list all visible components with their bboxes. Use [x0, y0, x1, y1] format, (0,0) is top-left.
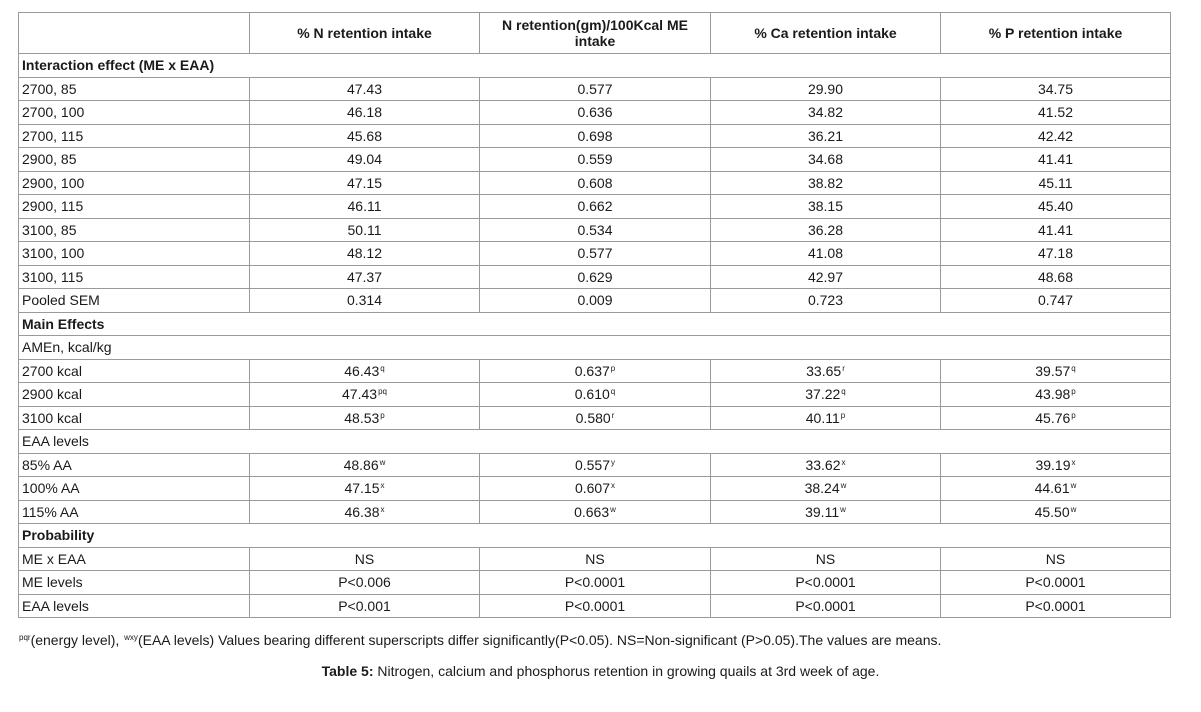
row-label: 2700, 115	[19, 124, 250, 148]
cell-superscript: y	[611, 457, 616, 467]
table-cell: 0.577	[480, 242, 711, 266]
table-cell	[941, 359, 1171, 383]
row-label: 3100, 85	[19, 218, 250, 242]
table-cell: 36.28	[711, 218, 941, 242]
table-cell: P<0.0001	[711, 571, 941, 595]
cell-value: 39.57	[1035, 362, 1071, 379]
cell-value: 0.557	[574, 456, 611, 473]
table-row	[19, 571, 1171, 595]
row-label: 2700, 85	[19, 77, 250, 101]
cell-superscript: w	[1070, 504, 1077, 514]
row-label: 3100 kcal	[19, 406, 250, 430]
table-cell: 42.97	[711, 265, 941, 289]
table-row	[19, 101, 1171, 125]
subsection-eaa	[19, 430, 1171, 454]
cell-superscript: x	[611, 481, 616, 491]
row-label: 2900, 100	[19, 171, 250, 195]
section-probability-label: Probability	[19, 524, 1171, 548]
cell-superscript: pq	[378, 387, 387, 397]
subsection-amen-label: AMEn, kcal/kg	[19, 336, 1171, 360]
table-cell: P<0.0001	[480, 594, 711, 618]
table-cell: 0.636	[480, 101, 711, 125]
table-cell: 41.08	[711, 242, 941, 266]
table-cell: P<0.0001	[941, 571, 1171, 595]
table-cell: P<0.006	[250, 571, 480, 595]
table-row	[19, 218, 1171, 242]
header-ca-retention: % Ca retention intake	[711, 13, 941, 54]
table-container	[18, 12, 1170, 618]
table-row	[19, 195, 1171, 219]
table-row	[19, 547, 1171, 571]
table-cell	[250, 453, 480, 477]
cell-superscript: p	[840, 410, 846, 420]
footnote-text-eaa: (EAA levels) Values bearing different superscripts differ significantly(P<0.05). NS=Non-significant (P>0.05).The values are means.	[137, 632, 942, 648]
table-row	[19, 500, 1171, 524]
cell-value: 33.65	[806, 362, 842, 379]
table-cell: 0.698	[480, 124, 711, 148]
table-cell	[941, 383, 1171, 407]
cell-value: 38.24	[804, 480, 840, 497]
cell-value: 47.43	[342, 386, 378, 403]
cell-superscript: w	[840, 481, 847, 491]
table-cell	[711, 406, 941, 430]
table-row	[19, 289, 1171, 313]
section-probability	[19, 524, 1171, 548]
table-cell	[250, 477, 480, 501]
table-body	[19, 54, 1171, 618]
section-interaction-label: Interaction effect (ME x EAA)	[19, 54, 1171, 78]
footnote-text-energy: (energy level),	[30, 632, 124, 648]
cell-value: 0.607	[574, 480, 611, 497]
row-label: 100% AA	[19, 477, 250, 501]
table-row	[19, 265, 1171, 289]
row-label: Pooled SEM	[19, 289, 250, 313]
table-cell	[941, 406, 1171, 430]
table-cell: 46.18	[250, 101, 480, 125]
footnote	[18, 632, 941, 648]
table-cell: 45.11	[941, 171, 1171, 195]
table-cell: 41.41	[941, 218, 1171, 242]
row-label: ME x EAA	[19, 547, 250, 571]
table-cell	[711, 477, 941, 501]
row-label: 2700 kcal	[19, 359, 250, 383]
table-cell	[480, 359, 711, 383]
table-cell: 47.43	[250, 77, 480, 101]
table-cell: NS	[711, 547, 941, 571]
header-n-retention-per-kcal: N retention(gm)/100Kcal ME intake	[480, 13, 711, 54]
header-row	[19, 13, 1171, 54]
cell-value: 39.11	[805, 503, 840, 520]
footnote-sup-eaa: wxy	[124, 633, 138, 642]
table-cell	[480, 383, 711, 407]
cell-superscript: p	[1071, 410, 1076, 420]
table-cell: 34.68	[711, 148, 941, 172]
row-label: 2900, 115	[19, 195, 250, 219]
cell-value: 47.15	[344, 480, 380, 497]
table-cell: NS	[250, 547, 480, 571]
table-cell	[711, 453, 941, 477]
cell-value: 0.580	[575, 409, 611, 426]
cell-value: 45.76	[1035, 409, 1071, 426]
cell-value: 44.61	[1034, 480, 1070, 497]
table-cell	[711, 359, 941, 383]
table-cell	[711, 500, 941, 524]
table-cell	[250, 383, 480, 407]
table-cell: P<0.0001	[480, 571, 711, 595]
row-label: 3100, 115	[19, 265, 250, 289]
cell-value: 43.98	[1035, 386, 1071, 403]
cell-superscript: w	[840, 504, 846, 514]
cell-value: 46.38	[344, 503, 380, 520]
table-cell: 41.41	[941, 148, 1171, 172]
cell-value: 0.663	[574, 503, 610, 520]
cell-value: 37.22	[805, 386, 841, 403]
table-row	[19, 359, 1171, 383]
footnote-sup-energy: pqr	[19, 633, 31, 642]
table-cell: 0.723	[711, 289, 941, 313]
section-main-effects	[19, 312, 1171, 336]
table-cell: 46.11	[250, 195, 480, 219]
table-cell: 48.12	[250, 242, 480, 266]
table-cell	[250, 406, 480, 430]
cell-value: 45.50	[1034, 503, 1070, 520]
table-cell: 0.662	[480, 195, 711, 219]
cell-superscript: q	[380, 363, 385, 373]
cell-value: 0.637	[574, 362, 610, 379]
table-cell: P<0.001	[250, 594, 480, 618]
table-row	[19, 594, 1171, 618]
table-cell: 47.15	[250, 171, 480, 195]
table-cell: 0.608	[480, 171, 711, 195]
table-cell: 47.37	[250, 265, 480, 289]
table-row	[19, 77, 1171, 101]
cell-value: 48.53	[344, 409, 380, 426]
table-row	[19, 383, 1171, 407]
table-cell: 45.68	[250, 124, 480, 148]
table-cell: 34.75	[941, 77, 1171, 101]
header-corner	[19, 13, 250, 54]
table-row	[19, 477, 1171, 501]
table-cell: 34.82	[711, 101, 941, 125]
table-cell: 29.90	[711, 77, 941, 101]
caption-label: Table 5:	[321, 663, 374, 679]
table-cell: 48.68	[941, 265, 1171, 289]
table-cell	[250, 500, 480, 524]
table-cell: 36.21	[711, 124, 941, 148]
table-row	[19, 148, 1171, 172]
table-row	[19, 453, 1171, 477]
cell-value: 33.62	[805, 456, 841, 473]
cell-superscript: x	[380, 504, 385, 514]
cell-superscript: p	[380, 410, 385, 420]
row-label: 85% AA	[19, 453, 250, 477]
table-cell	[941, 477, 1171, 501]
table-row	[19, 171, 1171, 195]
subsection-eaa-label: EAA levels	[19, 430, 1171, 454]
caption-text: Nitrogen, calcium and phosphorus retention in growing quails at 3rd week of age.	[373, 663, 880, 679]
row-label: EAA levels	[19, 594, 250, 618]
table-cell: 49.04	[250, 148, 480, 172]
header-n-retention: % N retention intake	[250, 13, 480, 54]
subsection-amen	[19, 336, 1171, 360]
table-cell: 42.42	[941, 124, 1171, 148]
header-p-retention: % P retention intake	[941, 13, 1171, 54]
table-cell: 0.747	[941, 289, 1171, 313]
cell-value: 40.11	[805, 409, 840, 426]
cell-superscript: q	[841, 387, 846, 397]
table-cell: NS	[941, 547, 1171, 571]
table-cell	[941, 500, 1171, 524]
row-label: 2700, 100	[19, 101, 250, 125]
cell-superscript: q	[610, 387, 616, 397]
row-label: ME levels	[19, 571, 250, 595]
table-cell: P<0.0001	[941, 594, 1171, 618]
cell-superscript: x	[380, 481, 385, 491]
table-cell: 38.82	[711, 171, 941, 195]
table-cell: 47.18	[941, 242, 1171, 266]
row-label: 115% AA	[19, 500, 250, 524]
cell-value: 46.43	[344, 362, 380, 379]
table-cell: 45.40	[941, 195, 1171, 219]
table-row	[19, 124, 1171, 148]
cell-superscript: w	[379, 457, 386, 467]
cell-superscript: p	[610, 363, 616, 373]
table-row	[19, 406, 1171, 430]
table-cell: 50.11	[250, 218, 480, 242]
table-caption	[0, 663, 1201, 679]
table-cell: 0.629	[480, 265, 711, 289]
cell-superscript: p	[1071, 387, 1076, 397]
table-cell	[480, 453, 711, 477]
table-cell: 0.577	[480, 77, 711, 101]
table-cell: NS	[480, 547, 711, 571]
table-cell: P<0.0001	[711, 594, 941, 618]
row-label: 3100, 100	[19, 242, 250, 266]
table-cell: 0.009	[480, 289, 711, 313]
cell-value: 39.19	[1035, 456, 1071, 473]
cell-superscript: r	[842, 363, 845, 373]
table-cell: 41.52	[941, 101, 1171, 125]
table-row	[19, 242, 1171, 266]
table-cell	[480, 500, 711, 524]
table-cell: 0.559	[480, 148, 711, 172]
cell-superscript: x	[1071, 457, 1076, 467]
table-cell	[941, 453, 1171, 477]
row-label: 2900, 85	[19, 148, 250, 172]
table-cell: 0.314	[250, 289, 480, 313]
table-cell	[480, 406, 711, 430]
table-cell: 38.15	[711, 195, 941, 219]
cell-superscript: x	[841, 457, 846, 467]
row-label: 2900 kcal	[19, 383, 250, 407]
cell-value: 0.610	[574, 386, 610, 403]
cell-superscript: w	[610, 504, 616, 514]
cell-value: 48.86	[343, 456, 379, 473]
table-cell: 0.534	[480, 218, 711, 242]
cell-superscript: w	[1070, 481, 1077, 491]
retention-table	[18, 12, 1171, 618]
cell-superscript: q	[1071, 363, 1076, 373]
cell-superscript: r	[611, 410, 615, 420]
section-interaction	[19, 54, 1171, 78]
table-cell	[711, 383, 941, 407]
table-cell	[480, 477, 711, 501]
table-cell	[250, 359, 480, 383]
section-main-effects-label: Main Effects	[19, 312, 1171, 336]
